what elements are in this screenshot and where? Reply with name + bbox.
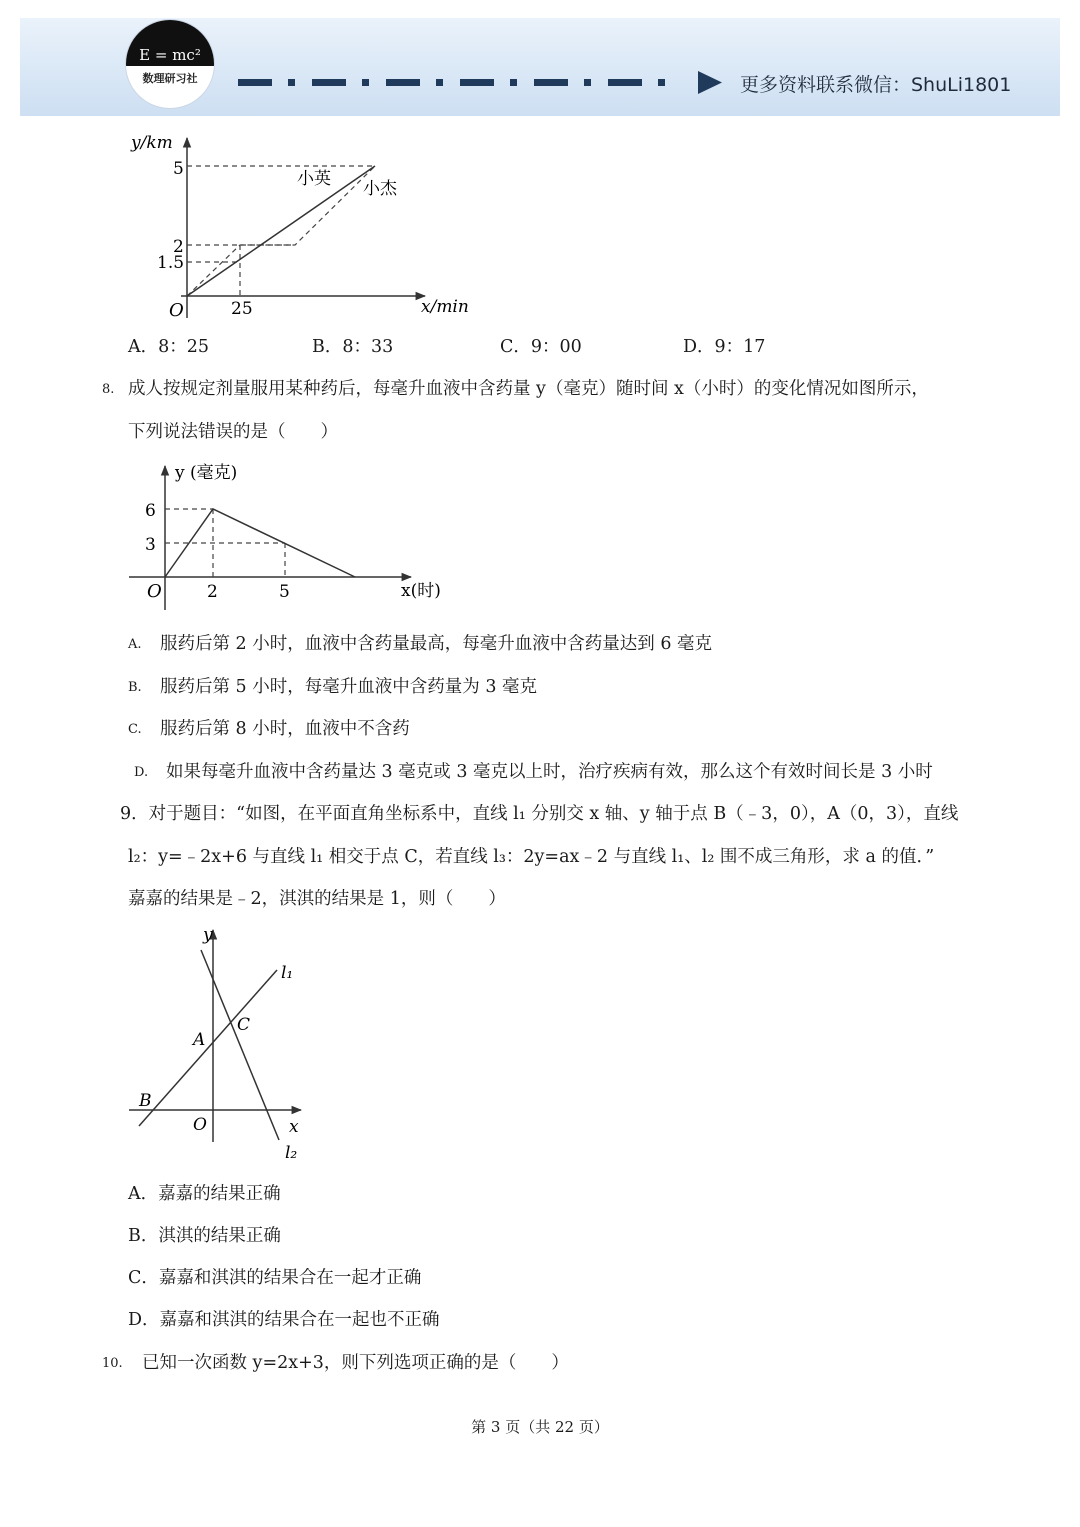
q8-origin: O <box>147 581 162 602</box>
q8-option-c-letter[interactable]: C. <box>128 722 142 737</box>
contact-text: 更多资料联系微信：ShuLi1801 <box>740 74 1012 96</box>
q7-origin: O <box>169 300 184 321</box>
q8-option-a-text[interactable]: 服药后第 2 小时，血液中含药量最高，每毫升血液中含药量达到 6 毫克 <box>160 634 713 654</box>
logo-formula: E = mc² <box>126 20 214 66</box>
q7-option-b[interactable]: B．8：33 <box>312 337 394 357</box>
q8-xtick-2: 2 <box>207 582 218 602</box>
q8-stem-line1: 成人按规定剂量服用某种药后，每毫升血液中含药量 y（毫克）随时间 x（小时）的变化情况如图所示， <box>128 379 929 399</box>
q8-option-d-letter[interactable]: D. <box>134 765 149 780</box>
q7-ytick-1.5: 1.5 <box>157 253 185 273</box>
q8-option-b-text[interactable]: 服药后第 5 小时，每毫升血液中含药量为 3 毫克 <box>160 677 538 697</box>
logo-name: 数理研习社 <box>142 72 198 85</box>
q9-point-c: C <box>237 1015 251 1035</box>
q9-stem-line2: l₂：y=﹣2x+6 与直线 l₁ 相交于点 C，若直线 l₃：2y=ax﹣2 与直线 l₁、l₂ 围不成三角形，求 a 的值．” <box>128 847 935 867</box>
q9-origin: O <box>193 1115 207 1135</box>
q7-xtick-25: 25 <box>231 299 253 319</box>
q10-number: 10. <box>102 1356 123 1371</box>
q8-xtick-5: 5 <box>279 582 290 602</box>
q9-point-b: B <box>139 1091 152 1111</box>
q9-option-c[interactable]: C．嘉嘉和淇淇的结果合在一起才正确 <box>128 1268 422 1288</box>
q10-stem: 已知一次函数 y=2x+3，则下列选项正确的是（ ） <box>142 1353 569 1373</box>
q7-line-xiaojie <box>187 166 375 296</box>
header-dash-arrow <box>230 68 730 98</box>
q7-ylabel: y/km <box>131 133 173 153</box>
q8-dosage-chart <box>125 458 465 618</box>
q8-option-a-letter[interactable]: A. <box>128 637 142 652</box>
q9-option-b[interactable]: B．淇淇的结果正确 <box>128 1226 281 1246</box>
q8-option-d-text[interactable]: 如果每毫升血液中含药量达 3 毫克或 3 毫克以上时，治疗疾病有效，那么这个有效时间长是 3 小时 <box>166 762 933 782</box>
q7-option-c[interactable]: C．9：00 <box>500 337 582 357</box>
q9-stem-line3: 嘉嘉的结果是﹣2，淇淇的结果是 1，则（ ） <box>128 889 506 909</box>
q7-distance-time-chart <box>125 128 485 328</box>
q9-option-a[interactable]: A．嘉嘉的结果正确 <box>128 1184 281 1204</box>
arrow-right-icon <box>698 71 722 94</box>
q9-label-l1: l₁ <box>281 963 294 983</box>
q7-option-a[interactable]: A．8：25 <box>128 337 210 357</box>
page-footer: 第 3 页（共 22 页） <box>471 1418 609 1436</box>
q8-ytick-3: 3 <box>145 535 156 555</box>
q8-number: 8. <box>102 382 115 397</box>
q9-x-label: x <box>289 1117 299 1137</box>
q9-line-l1 <box>139 970 277 1126</box>
q8-stem-line2: 下列说法错误的是（ ） <box>128 422 338 442</box>
logo <box>126 20 214 108</box>
q9-y-label: y <box>203 925 213 945</box>
q9-coordinate-diagram <box>125 920 325 1170</box>
q8-ytick-6: 6 <box>145 501 156 521</box>
q9-point-a: A <box>193 1030 206 1050</box>
q7-xlabel: x/min <box>421 297 469 317</box>
q8-option-c-text[interactable]: 服药后第 8 小时，血液中不含药 <box>160 719 410 739</box>
q7-ytick-2: 2 <box>173 237 184 257</box>
q8-ylabel: y (毫克) <box>175 463 238 483</box>
q8-option-b-letter[interactable]: B. <box>128 680 142 695</box>
q9-label-l2: l₂ <box>285 1143 298 1163</box>
q9-stem-line1: 9．对于题目：“如图，在平面直角坐标系中，直线 l₁ 分别交 x 轴、y 轴于点 B（﹣3，0），A（0，3），直线 <box>120 804 959 824</box>
q7-ytick-5: 5 <box>173 159 184 179</box>
q7-label-xiaojie: 小杰 <box>363 179 397 199</box>
q8-xlabel: x(时) <box>401 581 441 601</box>
q7-option-d[interactable]: D．9：17 <box>683 337 766 357</box>
q7-label-xiaoying: 小英 <box>297 169 331 189</box>
q9-option-d[interactable]: D．嘉嘉和淇淇的结果合在一起也不正确 <box>128 1310 440 1330</box>
